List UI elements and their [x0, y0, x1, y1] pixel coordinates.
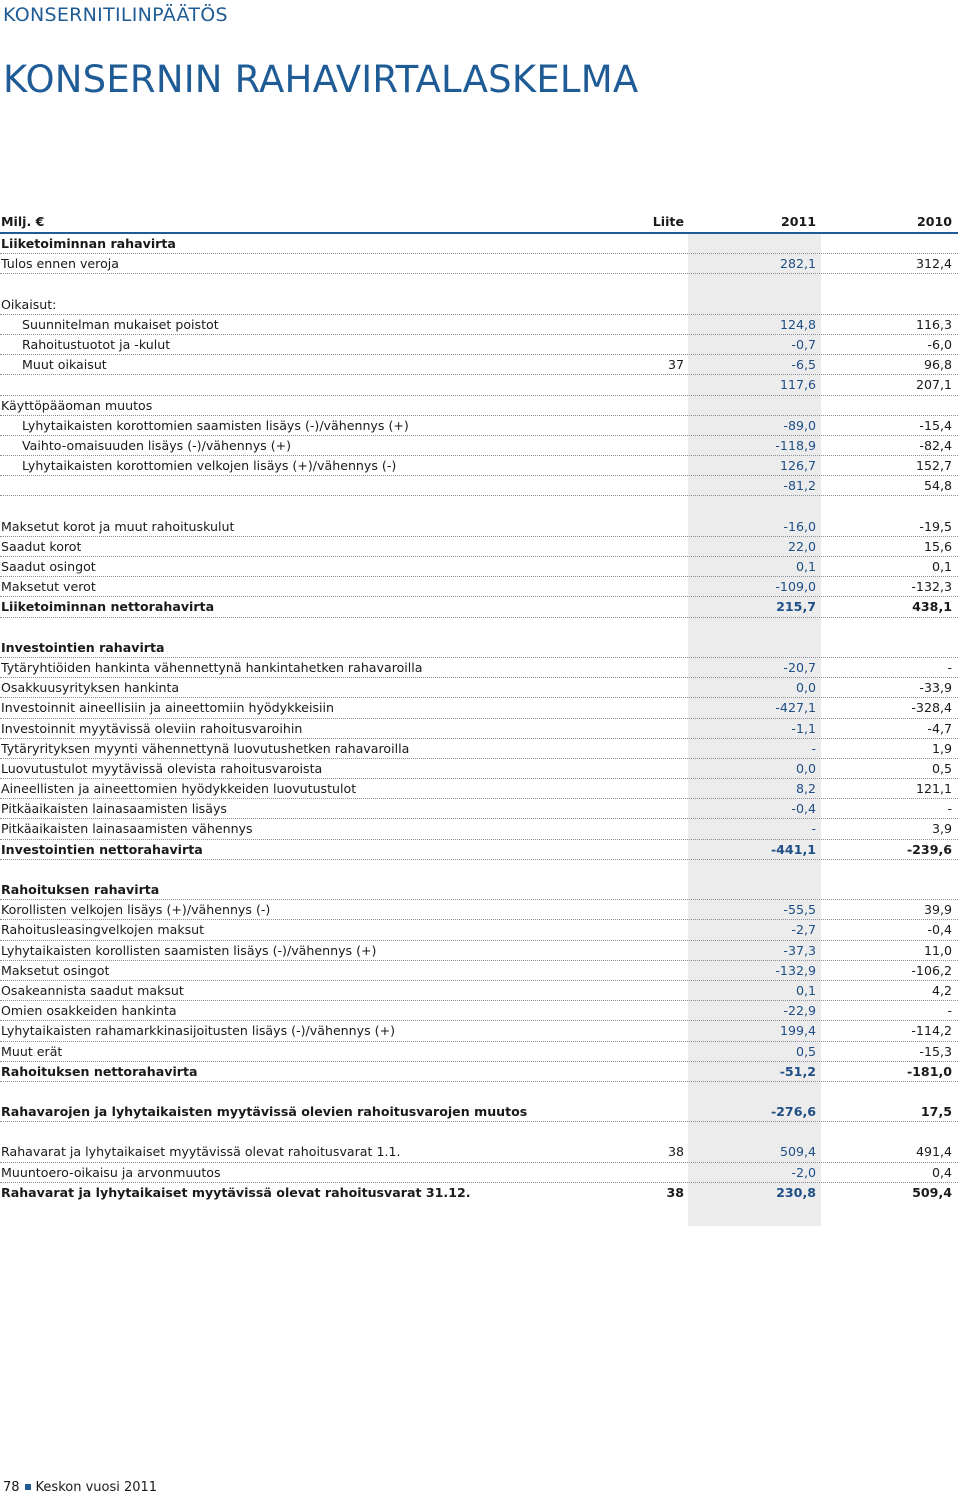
table-row	[0, 335, 958, 355]
row-label: Rahoituksen nettorahavirta	[1, 1063, 198, 1079]
spacer-row	[0, 274, 958, 294]
row-value-2011: 199,4	[779, 1023, 816, 1039]
row-value-2010: 96,8	[923, 357, 952, 373]
table-row	[0, 577, 958, 597]
row-label: Muuntoero-oikaisu ja arvonmuutos	[1, 1164, 221, 1180]
row-value-2011: -109,0	[775, 579, 816, 595]
row-value-2011: -20,7	[783, 659, 816, 675]
table-row	[0, 557, 958, 577]
row-value-2010: -328,4	[911, 700, 952, 716]
row-label: Pitkäaikaisten lainasaamisten lisäys	[1, 801, 227, 817]
row-label: Tytäryhtiöiden hankinta vähennettynä hankintahetken rahavaroilla	[1, 659, 423, 675]
table-row	[0, 396, 958, 416]
row-note: 38	[666, 1184, 684, 1200]
row-value-2011: -0,7	[791, 336, 816, 352]
publication-name: Keskon vuosi 2011	[35, 1480, 158, 1495]
table-row	[0, 456, 958, 476]
spacer-row	[0, 1122, 958, 1142]
table-row	[0, 840, 958, 860]
table-row	[0, 880, 958, 900]
table-row	[0, 517, 958, 537]
spacer-row	[0, 1082, 958, 1102]
row-value-2010: -239,6	[906, 841, 952, 857]
row-value-2011: -81,2	[783, 478, 816, 494]
row-label: Tulos ennen veroja	[1, 256, 119, 272]
row-value-2011: 8,2	[795, 781, 816, 797]
table-row	[0, 819, 958, 839]
row-value-2011: -276,6	[770, 1104, 816, 1120]
table-row	[0, 597, 958, 617]
row-label: Vaihto-omaisuuden lisäys (-)/vähennys (+)	[22, 437, 292, 453]
table-row	[0, 678, 958, 698]
column-header-note: Liite	[652, 214, 684, 229]
row-label: Omien osakkeiden hankinta	[1, 1003, 177, 1019]
row-label: Saadut osingot	[1, 559, 96, 574]
row-value-2010: 438,1	[912, 599, 952, 615]
row-label: Liiketoiminnan rahavirta	[1, 236, 176, 251]
row-label: Maksetut osingot	[1, 962, 110, 978]
row-value-2011: 215,7	[776, 599, 816, 615]
row-note: 37	[667, 357, 684, 373]
row-value-2010: -132,3	[911, 579, 952, 595]
spacer-row	[0, 496, 958, 516]
row-label: Rahavarat ja lyhytaikaiset myytävissä olevat rahoitusvarat 31.12.	[1, 1184, 471, 1200]
table-row	[0, 537, 958, 557]
row-value-2011: 0,5	[795, 1043, 816, 1059]
table-row	[0, 416, 958, 436]
row-label: Saadut korot	[1, 538, 82, 554]
row-value-2011: -16,0	[783, 518, 816, 534]
row-label: Rahavarojen ja lyhytaikaisten myytävissä olevien rahoitusvarojen muutos	[1, 1104, 528, 1120]
row-value-2011: -6,5	[791, 357, 816, 373]
table-row	[0, 779, 958, 799]
row-value-2010: 0,1	[931, 559, 952, 574]
table-row	[0, 900, 958, 920]
row-value-2010: -181,0	[906, 1063, 952, 1079]
row-value-2010: 509,4	[912, 1184, 952, 1200]
row-value-2010: 491,4	[915, 1144, 952, 1160]
row-label: Maksetut korot ja muut rahoituskulut	[1, 518, 235, 534]
row-value-2011: -118,9	[775, 437, 816, 453]
page-title: KONSERNIN RAHAVIRTALASKELMA	[3, 58, 639, 101]
table-row	[0, 476, 958, 496]
table-row	[0, 254, 958, 274]
table-body	[0, 234, 958, 1203]
row-value-2010: 116,3	[915, 316, 952, 332]
table-row	[0, 375, 958, 395]
table-row	[0, 1183, 958, 1203]
table-row	[0, 1021, 958, 1041]
row-value-2010: -6,0	[927, 336, 952, 352]
table-row	[0, 981, 958, 1001]
row-value-2010: -106,2	[911, 962, 952, 978]
row-value-2011: -0,4	[791, 801, 816, 817]
table-row	[0, 355, 958, 375]
row-label: Investoinnit aineellisiin ja aineettomiin hyödykkeisiin	[1, 700, 334, 716]
row-value-2010: -15,4	[919, 417, 952, 433]
row-label: Osakeannista saadut maksut	[1, 982, 184, 998]
row-label: Aineellisten ja aineettomien hyödykkeiden luovutustulot	[1, 781, 357, 797]
row-value-2011: -132,9	[775, 962, 816, 978]
table-row	[0, 658, 958, 678]
row-note: 38	[667, 1144, 684, 1160]
table-header-row	[0, 210, 958, 234]
row-value-2010: 15,6	[923, 538, 952, 554]
table-row	[0, 295, 958, 315]
table-row	[0, 719, 958, 739]
row-value-2011: 0,0	[795, 760, 816, 776]
row-value-2011: -441,1	[770, 841, 816, 857]
table-row	[0, 1163, 958, 1183]
row-value-2010: 121,1	[915, 781, 952, 797]
row-value-2010: -	[947, 659, 952, 675]
row-value-2011: -2,7	[791, 922, 816, 938]
row-label: Rahavarat ja lyhytaikaiset myytävissä olevat rahoitusvarat 1.1.	[1, 1144, 401, 1160]
row-label: Investoinnit myytävissä oleviin rahoitusvaroihin	[1, 720, 303, 736]
row-value-2011: 117,6	[779, 377, 816, 393]
row-label: Lyhytaikaisten korottomien velkojen lisäys (+)/vähennys (-)	[22, 458, 397, 474]
row-label: Rahoitusleasingvelkojen maksut	[1, 922, 205, 938]
page-footer	[3, 1480, 157, 1495]
page-number: 78	[3, 1480, 20, 1495]
row-label: Luovutustulot myytävissä olevista rahoitusvaroista	[1, 760, 323, 776]
row-label: Investointien nettorahavirta	[1, 841, 203, 857]
table-row	[0, 698, 958, 718]
row-value-2011: -55,5	[783, 902, 816, 918]
row-value-2011: -22,9	[783, 1003, 816, 1019]
row-label: Lyhytaikaisten rahamarkkinasijoitusten lisäys (-)/vähennys (+)	[1, 1023, 396, 1039]
row-value-2011: -2,0	[791, 1164, 816, 1180]
row-value-2011: -89,0	[783, 417, 816, 433]
row-value-2010: -33,9	[919, 680, 952, 696]
row-label: Suunnitelman mukaiset poistot	[22, 316, 219, 332]
row-value-2010: 11,0	[923, 942, 952, 958]
table-row	[0, 638, 958, 658]
row-value-2011: -	[811, 821, 816, 837]
row-value-2010: 17,5	[920, 1104, 952, 1120]
table-row	[0, 961, 958, 981]
row-value-2011: 0,0	[795, 680, 816, 696]
row-label: Lyhytaikaisten korottomien saamisten lisäys (-)/vähennys (+)	[22, 417, 409, 433]
row-value-2011: -37,3	[783, 942, 816, 958]
row-value-2010: -19,5	[919, 518, 952, 534]
row-value-2010: -15,3	[919, 1043, 952, 1059]
row-value-2010: 4,2	[931, 982, 952, 998]
table-row	[0, 759, 958, 779]
row-label: Maksetut verot	[1, 579, 96, 595]
row-label: Liiketoiminnan nettorahavirta	[1, 599, 215, 615]
row-label: Muut erät	[1, 1043, 63, 1059]
column-header-label: Milj. €	[1, 214, 45, 229]
row-value-2010: -	[947, 1003, 952, 1019]
row-value-2010: 1,9	[931, 740, 952, 756]
row-label: Rahoituksen rahavirta	[1, 882, 160, 897]
row-value-2011: 0,1	[795, 559, 816, 574]
table-row	[0, 1042, 958, 1062]
row-value-2011: 230,8	[776, 1184, 816, 1200]
row-value-2011: 22,0	[787, 538, 816, 554]
row-label: Tytäryrityksen myynti vähennettynä luovutushetken rahavaroilla	[1, 740, 410, 756]
row-value-2011: 124,8	[779, 316, 816, 332]
table-row	[0, 941, 958, 961]
table-row	[0, 1102, 958, 1122]
spacer-row	[0, 618, 958, 638]
row-label: Pitkäaikaisten lainasaamisten vähennys	[1, 821, 253, 837]
spacer-row	[0, 860, 958, 880]
table-row	[0, 1142, 958, 1162]
table-row	[0, 799, 958, 819]
row-value-2010: -82,4	[919, 437, 952, 453]
row-value-2011: -1,1	[791, 720, 816, 736]
table-row	[0, 315, 958, 335]
row-label: Käyttöpääoman muutos	[1, 397, 153, 413]
row-value-2010: 39,9	[923, 902, 952, 918]
row-label: Rahoitustuotot ja -kulut	[22, 336, 171, 352]
row-value-2011: 282,1	[779, 256, 816, 272]
row-value-2011: 509,4	[779, 1144, 816, 1160]
row-label: Muut oikaisut	[22, 357, 107, 373]
row-value-2010: 207,1	[915, 377, 952, 393]
row-value-2011: -427,1	[775, 700, 816, 716]
cash-flow-table	[0, 210, 958, 1203]
row-value-2010: 3,9	[931, 821, 952, 837]
row-value-2010: -4,7	[927, 720, 952, 736]
column-header-2011: 2011	[780, 214, 816, 229]
table-row	[0, 436, 958, 456]
column-header-2010: 2010	[916, 214, 952, 229]
row-value-2011: 126,7	[779, 458, 816, 474]
row-value-2010: 312,4	[915, 256, 952, 272]
row-label: Osakkuusyrityksen hankinta	[1, 680, 180, 696]
row-label: Oikaisut:	[1, 296, 57, 312]
table-row	[0, 920, 958, 940]
row-value-2010: 0,5	[931, 760, 952, 776]
row-label: Korollisten velkojen lisäys (+)/vähennys (-)	[1, 902, 271, 918]
row-value-2011: -51,2	[779, 1063, 816, 1079]
section-kicker: KONSERNITILINPÄÄTÖS	[3, 4, 228, 26]
row-label: Investointien rahavirta	[1, 639, 165, 655]
row-value-2010: 54,8	[923, 478, 952, 494]
row-value-2011: -	[811, 740, 816, 756]
row-value-2010: 0,4	[931, 1164, 952, 1180]
table-row	[0, 1001, 958, 1021]
row-value-2010: 152,7	[915, 458, 952, 474]
row-value-2010: -0,4	[927, 922, 952, 938]
row-value-2010: -114,2	[911, 1023, 952, 1039]
row-value-2011: 0,1	[795, 982, 816, 998]
table-row	[0, 739, 958, 759]
row-value-2010: -	[947, 801, 952, 817]
square-bullet-icon	[25, 1484, 31, 1490]
row-label: Lyhytaikaisten korollisten saamisten lisäys (-)/vähennys (+)	[1, 942, 377, 958]
table-row	[0, 1062, 958, 1082]
table-row	[0, 234, 958, 254]
